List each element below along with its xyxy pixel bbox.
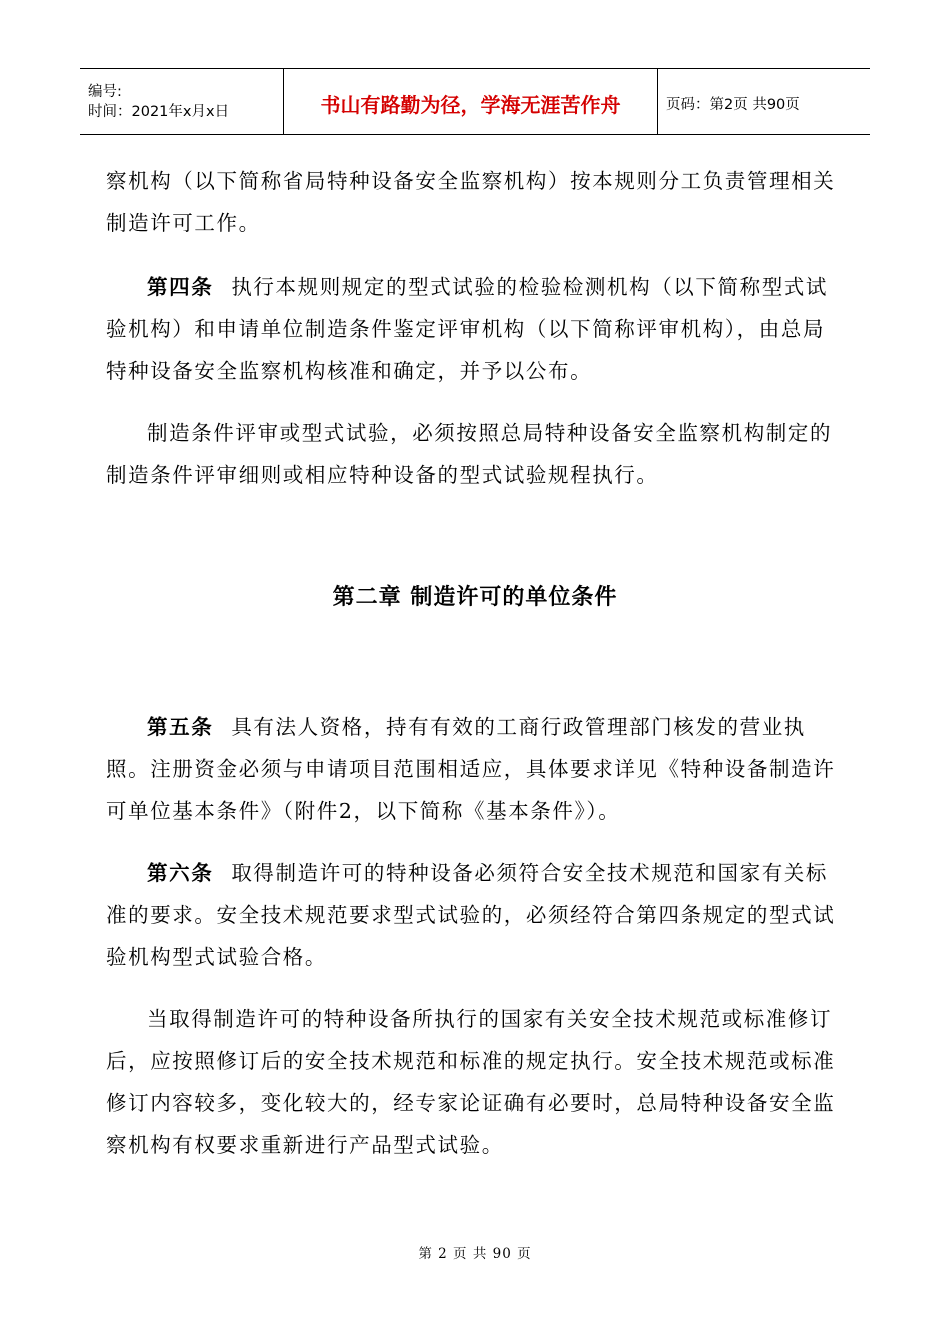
article-6-text: 取得制造许可的特种设备必须符合安全技术规范和国家有关标准的要求。安全技术规范要求型式试验的，必须经符合第四条规定的型式试验机构型式试验合格。	[106, 861, 836, 969]
header-meta	[80, 69, 284, 134]
document-time-label: 时间：2021年x月x日	[88, 103, 230, 120]
article-6	[106, 852, 846, 978]
page-header	[80, 68, 870, 135]
article-4	[106, 266, 846, 392]
article-5-text: 具有法人资格，持有有效的工商行政管理部门核发的营业执照。注册资金必须与申请项目范围相适应，具体要求详见《特种设备制造许可单位基本条件》（附件2，以下简称《基本条件》）。	[106, 715, 836, 823]
article-5	[106, 706, 846, 832]
article-5-label: 第五条	[147, 715, 214, 739]
paragraph-standard-revision: 当取得制造许可的特种设备所执行的国家有关安全技术规范或标准修订后，应按照修订后的安全技术规范和标准的规定执行。安全技术规范或标准修订内容较多，变化较大的，经专家论证确有必要时，总局特种设备安全监察机构有权要求重新进行产品型式试验。	[106, 1007, 836, 1157]
article-6-label: 第六条	[147, 861, 214, 885]
paragraph-continued: 察机构（以下简称省局特种设备安全监察机构）按本规则分工负责管理相关制造许可工作。	[106, 169, 836, 235]
paragraph-review-rules: 制造条件评审或型式试验，必须按照总局特种设备安全监察机构制定的制造条件评审细则或相应特种设备的型式试验规程执行。	[106, 421, 833, 487]
page-footer: 第 2 页 共 90 页	[418, 1246, 532, 1262]
chapter-title: 第二章 制造许可的单位条件	[332, 585, 618, 610]
article-4-label: 第四条	[147, 275, 214, 299]
header-motto: 书山有路勤为径，学海无涯苦作舟	[284, 69, 658, 134]
article-4-text: 执行本规则规定的型式试验的检验检测机构（以下简称型式试验机构）和申请单位制造条件鉴定评审机构（以下简称评审机构），由总局特种设备安全监察机构核准和确定，并予以公布。	[106, 275, 829, 383]
header-page-info: 页码：第2页 共90页	[666, 97, 800, 113]
document-number-label: 编号:	[88, 83, 122, 100]
